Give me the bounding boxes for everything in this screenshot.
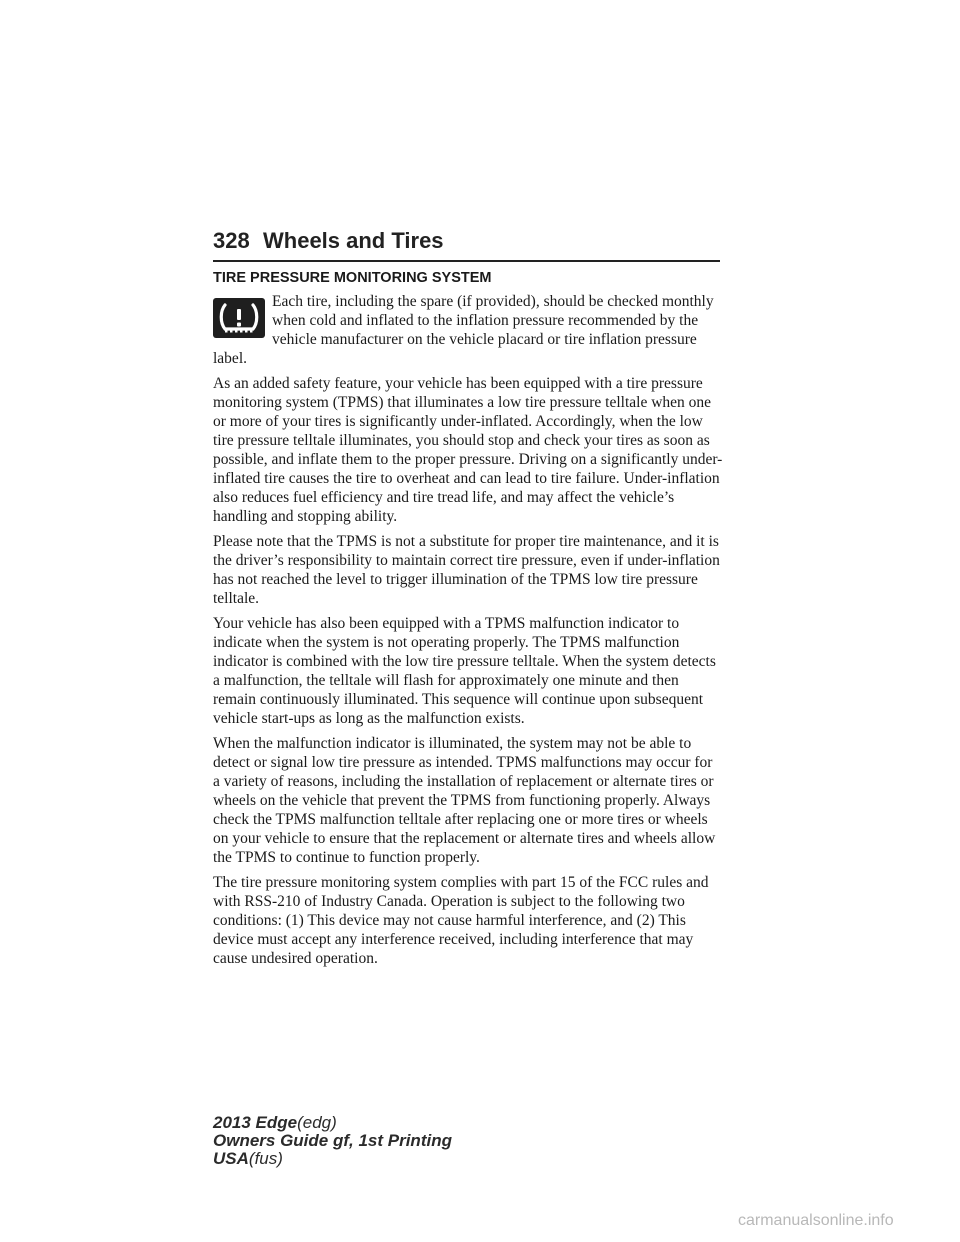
- footer-guide: Owners Guide gf, 1st Printing: [213, 1131, 452, 1150]
- footer-region-line: [213, 1150, 452, 1168]
- footer-model: 2013 Edge: [213, 1113, 298, 1132]
- tire-pressure-warning-icon: [213, 298, 265, 338]
- footer-guide-line: [213, 1132, 452, 1150]
- page-number: 328: [213, 228, 250, 253]
- watermark-link[interactable]: carmanualsonline.info: [738, 1212, 894, 1229]
- footer-model-line: [213, 1114, 452, 1132]
- paragraph-malfunction-illuminated: When the malfunction indicator is illuminated, the system may not be able to detect or signal low tire pressure as intended. TPMS malfunctions may occur for a variety of reasons, including the installation of replacement or alternate tires or wheels on the vehicle that prevent the TPMS from functioning properly. Always check the TPMS malfunction telltale after replacing one or more tires or wheels on your vehicle to ensure that the replacement or alternate tires and wheels allow the TPMS to continue to function properly.: [213, 735, 716, 866]
- section-title: TIRE PRESSURE MONITORING SYSTEM: [213, 270, 492, 286]
- footer-model-code: (edg): [297, 1113, 337, 1132]
- paragraph-malfunction-indicator: Your vehicle has also been equipped with a TPMS malfunction indicator to indicate when the system is not operating properly. The TPMS malfunction indicator is combined with the low tire pressure telltale. When the system detects a malfunction, the telltale will flash for approximately one minute and then remain continuously illuminated. This sequence will continue upon subsequent vehicle start-ups as long as the malfunction exists.: [213, 615, 716, 727]
- page-content: [213, 268, 723, 974]
- paragraph-safety-feature: As an added safety feature, your vehicle has been equipped with a tire pressure monitoring system (TPMS) that illuminates a low tire pressure telltale when one or more of your tires is significantly under-inflated. Accordingly, when the low tire pressure telltale illuminates, you should stop and check your tires as soon as possible, and inflate them to the proper pressure. Driving on a significantly under-inflated tire causes the tire to overheat and can lead to tire failure. Under-inflation also reduces fuel efficiency and tire tread life, and may affect the vehicle’s handling and stopping ability.: [213, 375, 723, 525]
- paragraph-intro: Each tire, including the spare (if provided), should be checked monthly when cold and inflated to the inflation pressure recommended by the vehicle manufacturer on the vehicle placard or tire inflation pressure label.: [213, 293, 714, 367]
- section-name: Wheels and Tires: [263, 228, 444, 253]
- document-footer: [213, 1114, 452, 1168]
- footer-region: USA: [213, 1149, 249, 1168]
- paragraph-maintenance-note: Please note that the TPMS is not a substitute for proper tire maintenance, and it is the driver’s responsibility to maintain correct tire pressure, even if under-inflation has not reached the level to trigger illumination of the TPMS low tire pressure telltale.: [213, 533, 720, 607]
- footer-region-code: (fus): [248, 1149, 283, 1168]
- paragraph-fcc-compliance: The tire pressure monitoring system complies with part 15 of the FCC rules and with RSS-210 of Industry Canada. Operation is subject to the following two conditions: (1) This device may not cause harmful interference, and (2) This device must accept any interference received, including interference that may cause undesired operation.: [213, 874, 709, 967]
- page-header: [213, 226, 720, 262]
